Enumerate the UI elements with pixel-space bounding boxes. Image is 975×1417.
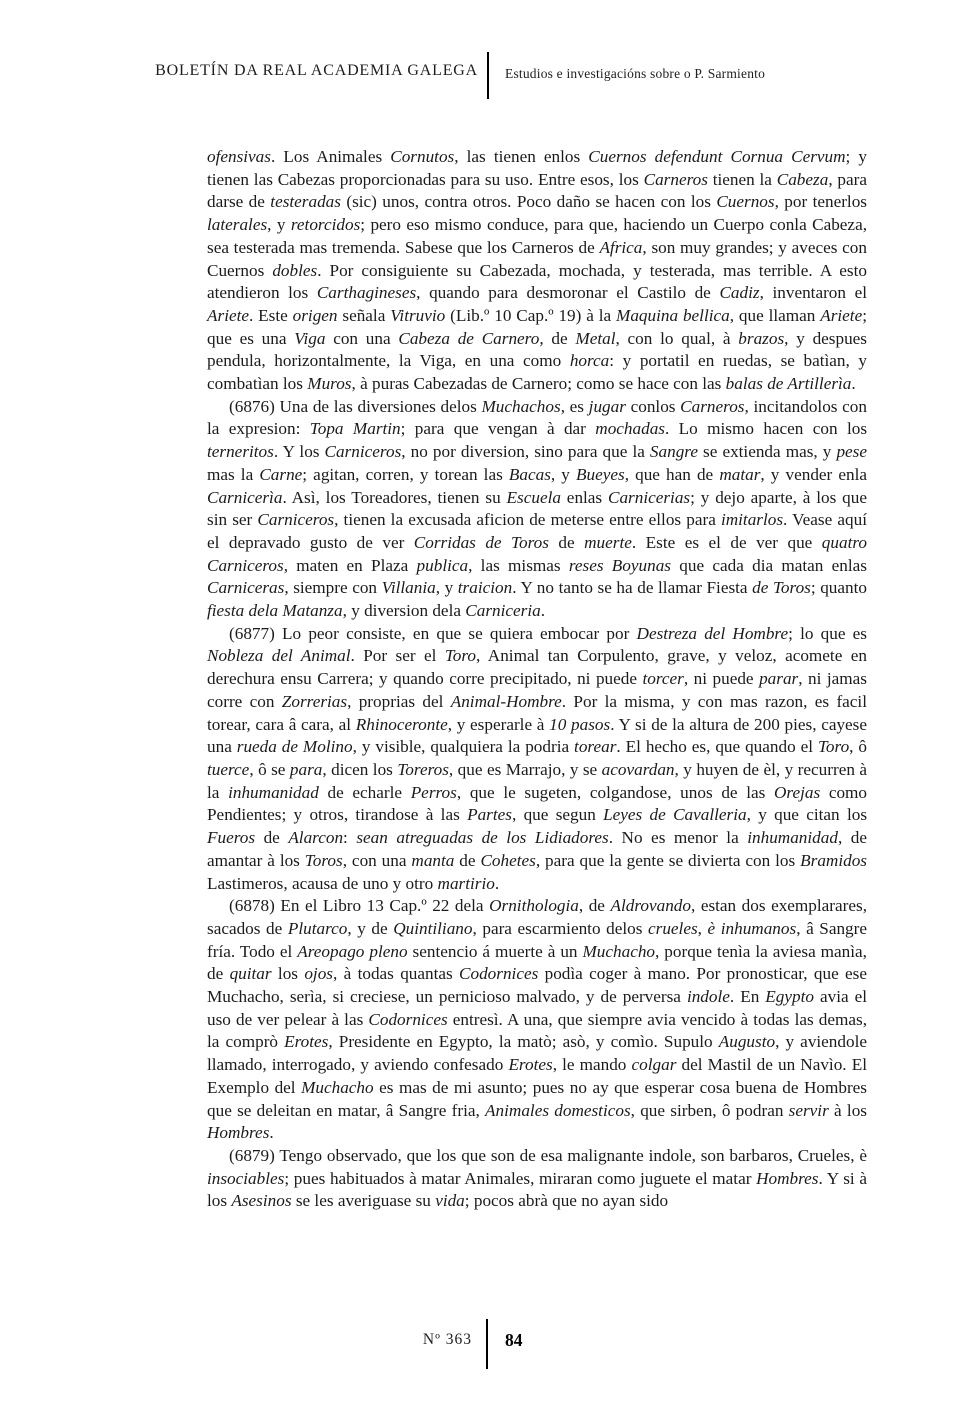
- paragraph: ofensivas. Los Animales Cornutos, las tienen enlos Cuernos defendunt Cornua Cervum; y tienen las Cabezas proporcionadas para su uso. Entre esos, los Carneros tienen la Cabeza, para darse de testeradas (sic) unos, contra otros. Poco daño se hacen con los Cuernos, por tenerlos laterales, y retorcidos; pero eso mismo conduce, para que, haciendo un Cuerpo conla Cabeza, sea testerada mas tremenda. Sabese que los Carneros de Africa, son muy grandes; y aveces con Cuernos dobles. Por consiguiente su Cabezada, mochada, y testerada, mas terrible. A esto atendieron los Carthagineses, quando para desmoronar el Castilo de Cadiz, inventaron el Ariete. Este origen señala Vitruvio (Lib.º 10 Cap.º 19) à la Maquina bellica, que llaman Ariete; que es una Viga con una Cabeza de Carnero, de Metal, con lo qual, à brazos, y despues pendula, horizontalmente, la Viga, en una como horca: y portatil en ruedas, se batìan, y combatìan los Muros, à puras Cabezadas de Carnero; como se hace con las balas de Artillerìa.: [207, 147, 868, 394]
- page-body: [207, 146, 867, 1213]
- header-divider-rule: [487, 52, 489, 99]
- paragraph: (6879) Tengo observado, que los que son de esa malignante indole, son barbaros, Crueles, è insociables; pues habituados à matar Animales, miraran como juguete el matar Hombres. Y si à los Asesinos se les averiguase su vida; pocos abrà que no ayan sido: [207, 1145, 867, 1211]
- footer-page-number: 84: [505, 1330, 523, 1350]
- paragraph: (6876) Una de las diversiones delos Muchachos, es jugar conlos Carneros, incitandolos con la expresion: Topa Martin; para que vengan à dar mochadas. Lo mismo hacen con los terneritos. Y los Carniceros, no por diversion, sino para que la Sangre se extienda mas, y pese mas la Carne; agitan, corren, y torean las Bacas, y Bueyes, que han de matar, y vender enla Carnicerìa. Asì, los Toreadores, tienen su Escuela enlas Carnicerias; y dejo aparte, à los que sin ser Carniceros, tienen la excusada aficion de meterse entre ellos para imitarlos. Vease aquí el depravado gusto de ver Corridas de Toros de muerte. Este es el de ver que quatro Carniceros, maten en Plaza publica, las mismas reses Boyunas que cada dia matan enlas Carniceras, siempre con Villania, y traicion. Y no tanto se ha de llamar Fiesta de Toros; quanto fiesta dela Matanza, y diversion dela Carniceria.: [207, 396, 868, 621]
- paragraph: (6878) En el Libro 13 Cap.º 22 dela Ornithologia, de Aldrovando, estan dos exemplarares, sacados de Plutarco, y de Quintiliano, para escarmiento delos crueles, è inhumanos, â Sangre fría. Todo el Areopago pleno sentencio á muerte à un Muchacho, porque tenìa la aviesa manìa, de quitar los ojos, à todas quantas Codornices podìa coger à mano. Por pronosticar, que ese Muchacho, serìa, si creciese, un pernicioso malvado, y de perversa indole. En Egypto avia el uso de ver pelear à las Codornices entresì. A una, que siempre avia vencido à todas las demas, la comprò Erotes, Presidente en Egypto, la matò; asò, y comìo. Supulo Augusto, y aviendole llamado, interrogado, y aviendo confesado Erotes, le mando colgar del Mastil de un Navìo. El Exemplo del Muchacho es mas de mi asunto; pues no ay que esperar cosa buena de Hombres que se deleitan en matar, â Sangre fria, Animales domesticos, que sirben, ô podran servir à los Hombres.: [207, 896, 868, 1143]
- running-head-journal-title: BOLETÍN DA REAL ACADEMIA GALEGA: [155, 62, 478, 79]
- running-head-section-title: Estudios e investigacións sobre o P. Sarmiento: [505, 66, 766, 81]
- paragraph: (6877) Lo peor consiste, en que se quiera embocar por Destreza del Hombre; lo que es Nobleza del Animal. Por ser el Toro, Animal tan Corpulento, grave, y veloz, acomete en derechura ensu Carrera; y quando corre precipitado, ni puede torcer, ni puede parar, ni jamas corre con Zorrerias, proprias del Animal-Hombre. Por la misma, y con mas razon, es facil torear, cara â cara, al Rhinoceronte, y esperarle à 10 pasos. Y si de la altura de 200 pies, cayese una rueda de Molino, y visible, qualquiera la podria torear. El hecho es, que quando el Toro, ô tuerce, ô se para, dicen los Toreros, que es Marrajo, y se acovardan, y huyen de èl, y recurren à la inhumanidad de echarle Perros, que le sugeten, colgandose, unos de las Orejas como Pendientes; y otros, tirandose à las Partes, que segun Leyes de Cavalleria, y que citan los Fueros de Alarcon: sean atreguadas de los Lidiadores. No es menor la inhumanidad, de amantar à los Toros, con una manta de Cohetes, para que la gente se divierta con los Bramidos Lastimeros, acausa de uno y otro martirio.: [207, 623, 868, 893]
- footer-divider-rule: [486, 1319, 488, 1369]
- footer-issue-number: Nº 363: [422, 1331, 472, 1348]
